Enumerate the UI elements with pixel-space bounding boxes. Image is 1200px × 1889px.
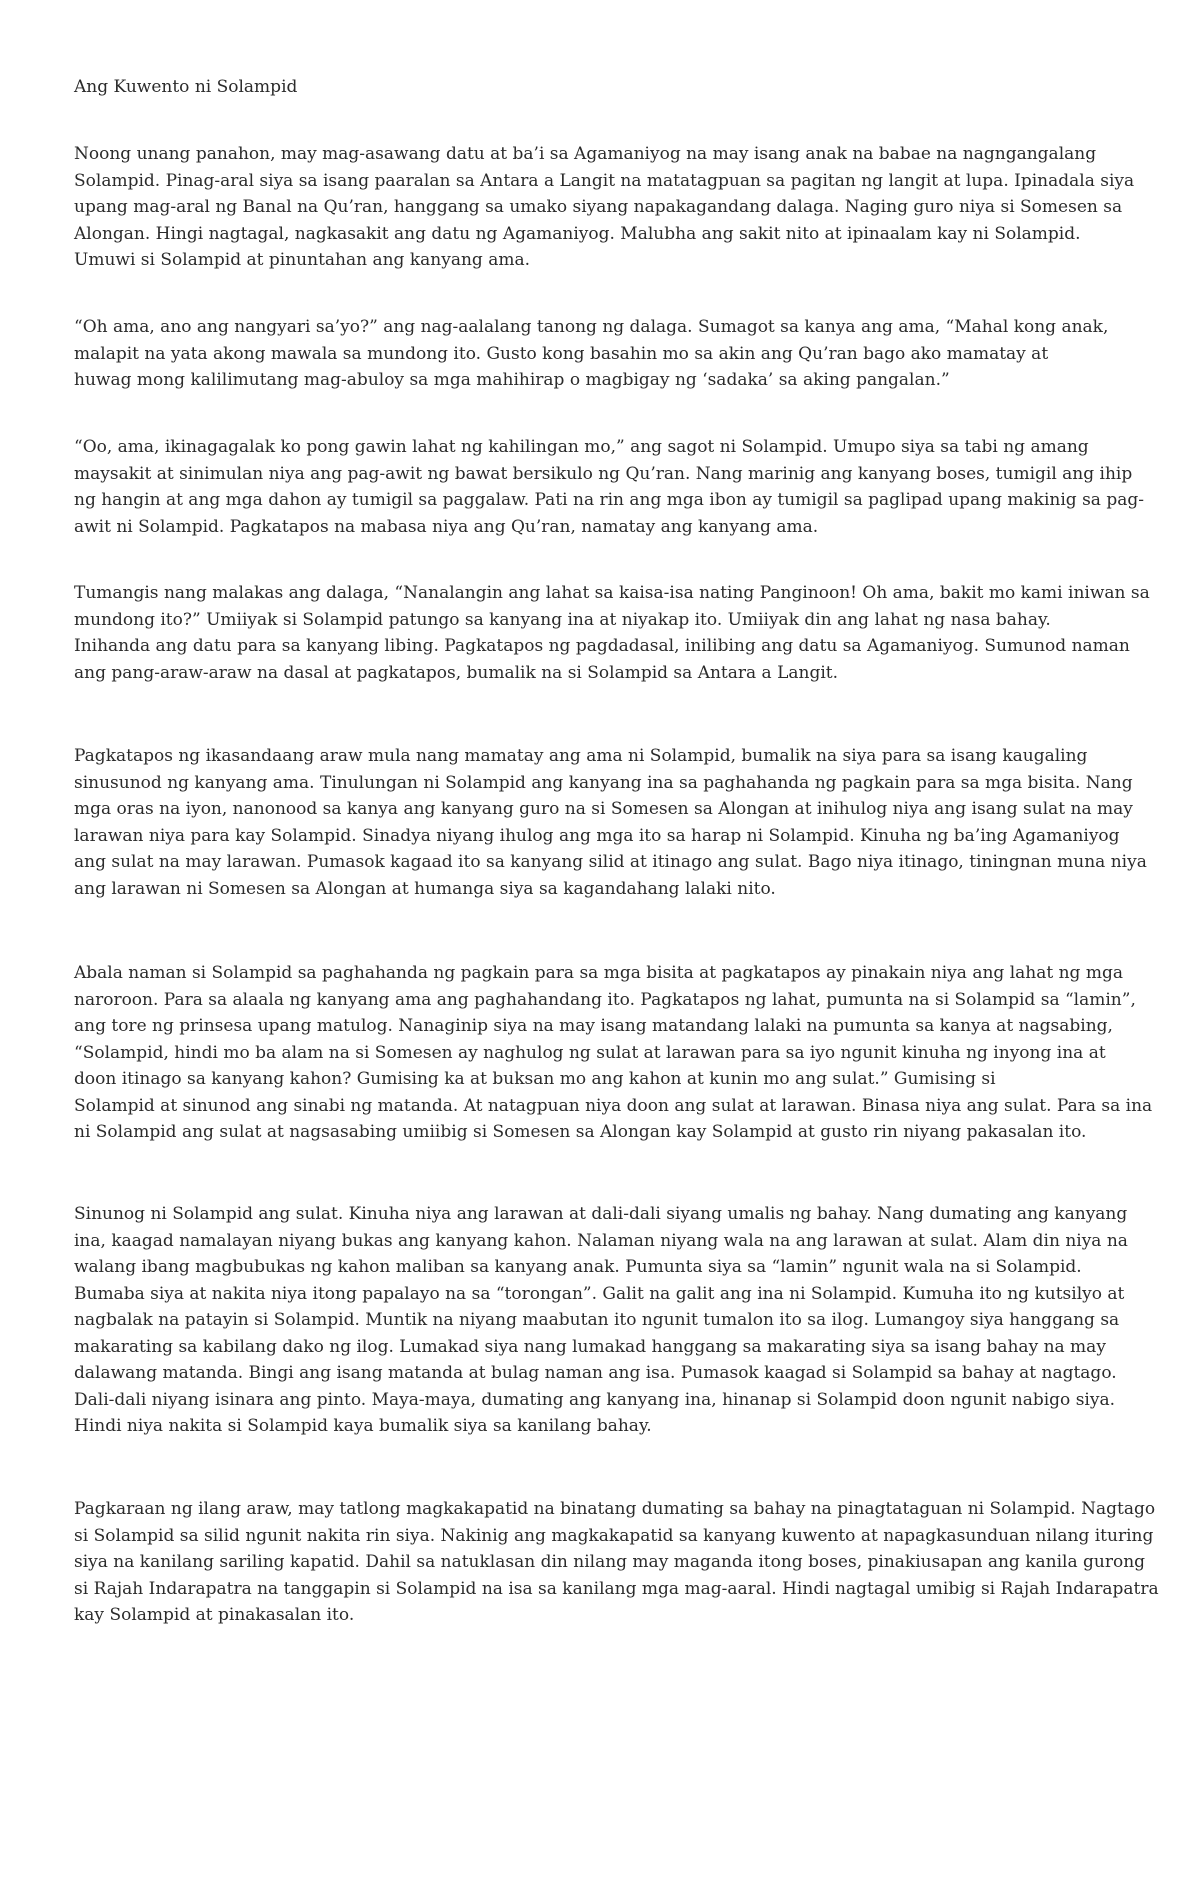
text-line: mga oras na iyon, nanonood sa kanya ang kanyang guro na si Somesen sa Alongan at inihulog niya ang isang sulat na may <box>74 799 1133 819</box>
paragraph-7 <box>74 1201 1134 1440</box>
text-line: ng hangin at ang mga dahon ay tumigil sa paggalaw. Pati na rin ang mga ibon ay tumigil sa paglipad upang makinig sa pag- <box>74 490 1144 510</box>
text-line: Umuwi si Solampid at pinuntahan ang kanyang ama. <box>74 250 530 270</box>
text-line: “Oo, ama, ikinagagalak ko pong gawin lahat ng kahilingan mo,” ang sagot ni Solampid. Umupo siya sa tabi ng amang <box>74 437 1089 457</box>
text-line: kay Solampid at pinakasalan ito. <box>74 1605 355 1625</box>
text-line: Noong unang panahon, may mag-asawang datu at ba’i sa Agamaniyog na may isang anak na babae na nagngangalang <box>74 144 1097 164</box>
paragraph-6 <box>74 960 1153 1146</box>
text-line: Sinunog ni Solampid ang sulat. Kinuha niya ang larawan at dali-dali siyang umalis ng bahay. Nang dumating ang kanyang <box>74 1204 1128 1224</box>
text-line: larawan niya para kay Solampid. Sinadya niyang ihulog ang mga ito sa harap ni Solampid. Kinuha ng ba’ing Agamaniyog <box>74 825 1120 846</box>
text-line: mundong ito?” Umiiyak si Solampid patungo sa kanyang ina at niyakap ito. Umiiyak din ang lahat ng nasa bahay. <box>74 609 1051 630</box>
text-line: Dali-dali niyang isinara ang pinto. Maya-maya, dumating ang kanyang ina, hinanap si Solampid doon ngunit nabigo siya. <box>74 1389 1115 1410</box>
text-line: ina, kaagad namalayan niyang bukas ang kanyang kahon. Nalaman niyang wala na ang larawan at sulat. Alam din niya na <box>74 1230 1128 1251</box>
text-line: “Solampid, hindi mo ba alam na si Somesen ay naghulog ng sulat at larawan para sa iyo ngunit kinuha ng inyong ina at <box>74 1042 1106 1063</box>
text-line: doon itinago sa kanyang kahon? Gumising ka at buksan mo ang kahon at kunin mo ang sulat.” Gumising si <box>74 1069 996 1089</box>
paragraph-8 <box>74 1496 1159 1629</box>
text-line: makarating sa kabilang dako ng ilog. Lumakad siya nang lumakad hanggang sa makarating siya sa isang bahay na may <box>74 1336 1106 1357</box>
text-line: Solampid. Pinag-aral siya sa isang paaralan sa Antara a Langit na matatagpuan sa pagitan ng langit at lupa. Ipinadala siya <box>74 170 1135 191</box>
text-line: Bumaba siya at nakita niya itong papalayo na sa “torongan”. Galit na galit ang ina ni Solampid. Kumuha ito ng kutsilyo at <box>74 1283 1125 1304</box>
text-line: dalawang matanda. Bingi ang isang matanda at bulag naman ang isa. Pumasok kaagad si Solampid sa bahay at nagtago. <box>74 1363 1117 1383</box>
text-line: maysakit at sinimulan niya ang pag-awit ng bawat bersikulo ng Qu’ran. Nang marinig ang kanyang boses, tumigil ang ihip <box>74 463 1133 484</box>
text-line: ang tore ng prinsesa upang matulog. Nanaginip siya na may isang matandang lalaki na pumunta sa kanya at nagsabing, <box>74 1016 1113 1036</box>
text-line: Inihanda ang datu para sa kanyang libing. Pagkatapos ng pagdadasal, inilibing ang datu sa Agamaniyog. Sumunod naman <box>74 636 1130 656</box>
paragraph-1 <box>74 141 1134 274</box>
paragraph-2 <box>74 314 1134 394</box>
text-line: Solampid at sinunod ang sinabi ng matanda. At natagpuan niya doon ang sulat at larawan. Binasa niya ang sulat. Para sa ina <box>74 1095 1153 1116</box>
text-line: Alongan. Hingi nagtagal, nagkasakit ang datu ng Agamaniyog. Malubha ang sakit nito at ipinaalam kay ni Solampid. <box>74 223 1081 244</box>
paragraph-4 <box>74 580 1150 686</box>
text-line: si Solampid sa silid ngunit nakita rin siya. Nakinig ang magkakapatid sa kanyang kuwento at napagkasunduan nilang ituring <box>74 1525 1154 1546</box>
text-line: ang pang-araw-araw na dasal at pagkatapos, bumalik na si Solampid sa Antara a Langit. <box>74 662 839 683</box>
text-line: huwag mong kalilimutang mag-abuloy sa mga mahihirap o magbigay ng ‘sadaka’ sa aking pangalan.” <box>74 370 950 390</box>
text-line: Pagkatapos ng ikasandaang araw mula nang mamatay ang ama ni Solampid, bumalik na siya para sa isang kaugaling <box>74 746 1088 766</box>
text-line: awit ni Solampid. Pagkatapos na mabasa niya ang Qu’ran, namatay ang kanyang ama. <box>74 516 819 537</box>
text-line: upang mag-aral ng Banal na Qu’ran, hanggang sa umako siyang napakagandang dalaga. Naging guro niya si Somesen sa <box>74 197 1123 217</box>
text-line: naroroon. Para sa alaala ng kanyang ama ang paghahandang ito. Pagkatapos ng lahat, pumunta na si Solampid sa “lamin”, <box>74 989 1136 1010</box>
paragraph-3 <box>74 434 1144 540</box>
document-title: Ang Kuwento ni Solampid <box>74 77 298 97</box>
text-line: nagbalak na patayin si Solampid. Muntik na niyang maabutan ito ngunit tumalon ito sa ilog. Lumangoy siya hanggang sa <box>74 1310 1120 1330</box>
text-line: sinusunod ng kanyang ama. Tinulungan ni Solampid ang kanyang ina sa paghahanda ng pagkain para sa mga bisita. Nang <box>74 772 1133 793</box>
text-line: siya na kanilang sariling kapatid. Dahil sa natuklasan din nilang may maganda itong boses, pinakiusapan ang kanila gurong <box>74 1552 1146 1572</box>
text-line: si Rajah Indarapatra na tanggapin si Solampid na isa sa kanilang mga mag-aaral. Hindi nagtagal umibig si Rajah Indarapatra <box>74 1578 1159 1599</box>
text-line: Abala naman si Solampid sa paghahanda ng pagkain para sa mga bisita at pagkatapos ay pinakain niya ang lahat ng mga <box>74 963 1123 983</box>
text-line: Hindi niya nakita si Solampid kaya bumalik siya sa kanilang bahay. <box>74 1416 652 1436</box>
paragraph-5 <box>74 743 1147 902</box>
text-line: ni Solampid ang sulat at nagsasabing umiibig si Somesen sa Alongan kay Solampid at gusto rin niyang pakasalan ito. <box>74 1122 1087 1142</box>
text-line: ang sulat na may larawan. Pumasok kagaad ito sa kanyang silid at itinago ang sulat. Bago niya itinago, tiningnan muna niya <box>74 852 1147 872</box>
text-line: ang larawan ni Somesen sa Alongan at humanga siya sa kagandahang lalaki nito. <box>74 878 776 899</box>
text-line: Tumangis nang malakas ang dalaga, “Nanalangin ang lahat sa kaisa-isa nating Panginoon! Oh ama, bakit mo kami iniwan sa <box>74 583 1150 603</box>
text-line: “Oh ama, ano ang nangyari sa’yo?” ang nag-aalalang tanong ng dalaga. Sumagot sa kanya ang ama, “Mahal kong anak, <box>74 317 1109 337</box>
text-line: malapit na yata akong mawala sa mundong ito. Gusto kong basahin mo sa akin ang Qu’ran bago ako mamatay at <box>74 343 1049 364</box>
text-line: Pagkaraan ng ilang araw, may tatlong magkakapatid na binatang dumating sa bahay na pinagtataguan ni Solampid. Nagtago <box>74 1499 1156 1519</box>
text-line: walang ibang magbubukas ng kahon maliban sa kanyang anak. Pumunta siya sa “lamin” ngunit wala na si Solampid. <box>74 1257 1082 1277</box>
